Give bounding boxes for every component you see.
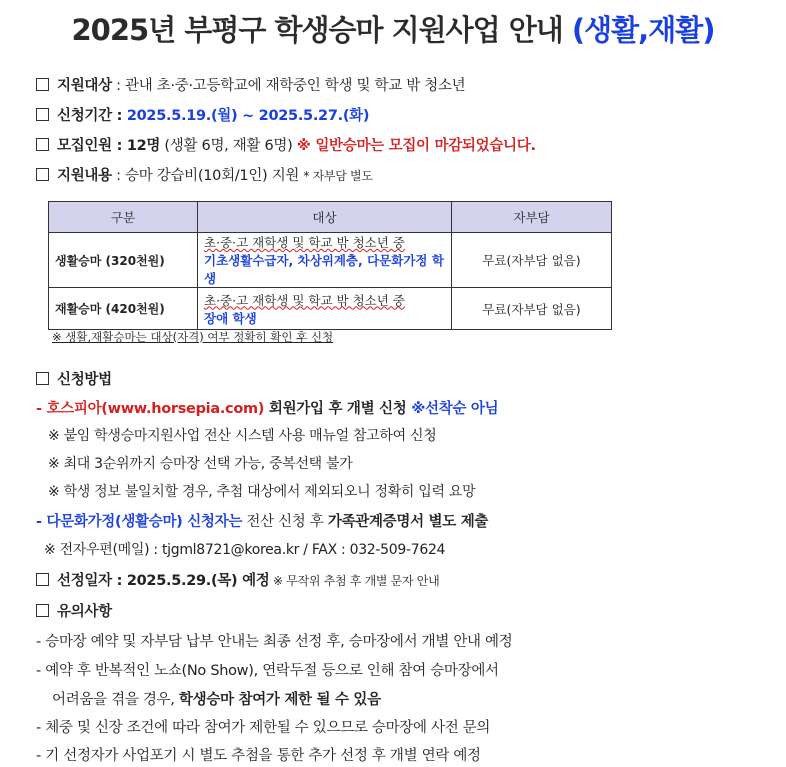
selection-date: 2025.5.29.(목) 예정 — [126, 573, 270, 589]
table-row — [49, 233, 612, 288]
multicultural-document: 가족관계증명서 별도 제출 — [327, 514, 489, 530]
table-header-type: 구분 — [49, 202, 198, 233]
page-title — [0, 8, 786, 49]
checkbox-square-icon — [36, 138, 49, 151]
table-row — [49, 288, 612, 330]
checkbox-square-icon — [36, 573, 49, 586]
caution-item: - 체중 및 신장 조건에 따라 참여가 제한될 수 있으므로 승마장에 사전 문의 — [36, 720, 491, 736]
support-table — [48, 201, 612, 330]
multicultural-label: - 다문화가정(생활승마) 신청자는 — [36, 514, 243, 530]
caution-item-continued — [52, 688, 381, 709]
recruit-label: 모집인원 — [57, 138, 112, 154]
target-label: 지원대상 — [57, 78, 112, 94]
checkbox-square-icon — [36, 108, 49, 121]
cautions-heading — [36, 600, 112, 621]
target-line1: 초·중·고 재학생 및 학교 밖 청소년 중 — [204, 235, 405, 250]
period-sep: : — [111, 108, 127, 124]
method-not-first-come: ※선착순 아님 — [406, 401, 499, 417]
table-cell-type: 재활승마 (420천원) — [49, 288, 198, 330]
contact-info: ※ 전자우편(메일) : tjgml8721@korea.kr / FAX : 032-509-7624 — [44, 542, 446, 558]
content-label: 지원내용 — [57, 168, 112, 184]
method-site-link-text: - 호스피아(www.horsepia.com) — [36, 401, 265, 417]
recruit-sep: : — [111, 138, 127, 154]
selection-label: 선정일자 — [57, 573, 112, 589]
method-signup-text: 회원가입 후 개별 신청 — [264, 401, 407, 417]
title-accent: (생활,재활) — [571, 13, 715, 47]
multicultural-mid: 전산 신청 후 — [242, 514, 328, 530]
method-note-1: ※ 붙임 학생승마지원사업 전산 시스템 사용 매뉴얼 참고하여 신청 — [48, 428, 437, 444]
caution-item: - 예약 후 반복적인 노쇼(No Show), 연락두절 등으로 인해 참여 승마장에서 — [36, 663, 499, 679]
checkbox-square-icon — [36, 78, 49, 91]
caution-item: - 기 선정자가 사업포기 시 별도 추첨을 통한 추가 선정 후 개별 연락 예정 — [36, 748, 481, 764]
multicultural-row — [36, 510, 488, 531]
cautions-label: 유의사항 — [57, 604, 112, 620]
content-note: * 자부담 별도 — [303, 169, 373, 183]
recruit-detail: (생활 6명, 재활 6명) — [160, 138, 297, 154]
table-cell-cost: 무료(자부담 없음) — [452, 233, 612, 288]
content-row — [36, 164, 373, 185]
period-value: 2025.5.19.(월) ~ 2025.5.27.(화) — [126, 108, 370, 124]
checkbox-square-icon — [36, 604, 49, 617]
recruit-row — [36, 134, 536, 155]
table-cell-target — [198, 288, 452, 330]
recruit-closed-notice: ※ 일반승마는 모집이 마감되었습니다. — [296, 138, 536, 154]
method-note-2: ※ 최대 3순위까지 승마장 선택 가능, 중복선택 불가 — [48, 456, 353, 472]
target-value: 관내 초·중·고등학교에 재학중인 학생 및 학교 밖 청소년 — [125, 78, 466, 94]
selection-sep: : — [111, 573, 127, 589]
checkbox-square-icon — [36, 372, 49, 385]
caution-item: - 승마장 예약 및 자부담 납부 안내는 최종 선정 후, 승마장에서 개별 안내 예정 — [36, 634, 513, 650]
target-line1: 초·중·고 재학생 및 학교 밖 청소년 중 — [204, 292, 405, 308]
content-value: 승마 강습비(10회/1인) 지원 — [125, 168, 304, 184]
caution-restriction-bold: 학생승마 참여가 제한 될 수 있음 — [178, 692, 381, 708]
checkbox-square-icon — [36, 168, 49, 181]
table-cell-type: 생활승마 (320천원) — [49, 233, 198, 288]
table-header-row — [49, 202, 612, 233]
method-note-3: ※ 학생 정보 불일치할 경우, 추첨 대상에서 제외되오니 정확히 입력 요망 — [48, 484, 476, 500]
table-cell-target — [198, 233, 452, 288]
target-line2: 장애 학생 — [204, 310, 257, 326]
caution-continued-text: 어려움을 겪을 경우, — [52, 692, 179, 708]
target-row — [36, 74, 465, 95]
table-header-target: 대상 — [198, 202, 452, 233]
selection-row — [36, 569, 439, 590]
target-sep: : — [111, 78, 126, 94]
table-footnote: ※ 생활,재활승마는 대상(자격) 여부 정확히 확인 후 신청 — [52, 330, 334, 344]
method-line1 — [36, 397, 498, 418]
selection-note: ※ 무작위 추첨 후 개별 문자 안내 — [269, 574, 440, 588]
period-row — [36, 104, 369, 125]
table-header-cost: 자부담 — [452, 202, 612, 233]
period-label: 신청기간 — [57, 108, 112, 124]
method-heading — [36, 368, 112, 389]
recruit-count: 12명 — [126, 138, 161, 154]
method-label: 신청방법 — [57, 372, 112, 388]
table-cell-cost: 무료(자부담 없음) — [452, 288, 612, 330]
target-line2: 기초생활수급자, 차상위계층, 다문화가정 학생 — [204, 253, 444, 286]
title-main: 2025년 부평구 학생승마 지원사업 안내 — [71, 13, 572, 47]
content-sep: : — [111, 168, 126, 184]
